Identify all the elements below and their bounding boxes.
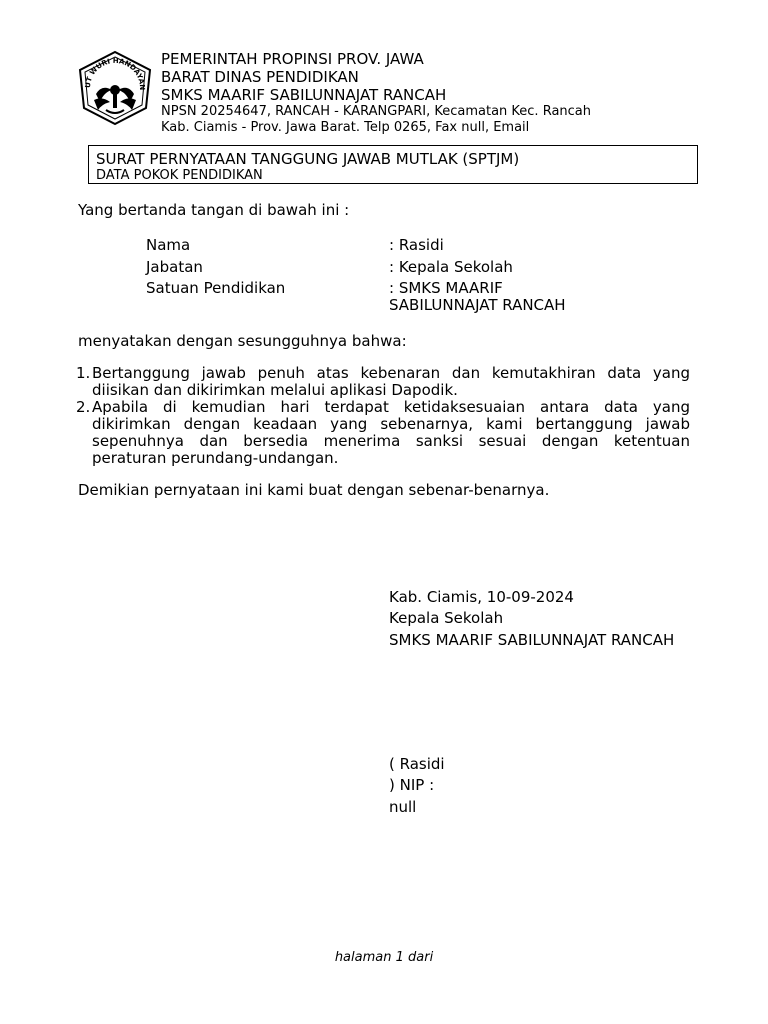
signature-school: SMKS MAARIF SABILUNNAJAT RANCAH xyxy=(389,631,675,649)
logo-motto: UT WURI HANDAYAN xyxy=(83,56,147,91)
document-subtitle: DATA POKOK PENDIDIKAN xyxy=(96,168,263,183)
letterhead-address-2: Kab. Ciamis - Prov. Jawa Barat. Telp 0265, Fax null, Email xyxy=(161,120,530,134)
page-footer: halaman 1 dari xyxy=(334,950,434,965)
field-value-nama: : Rasidi xyxy=(389,236,444,254)
list-item-number: 1. xyxy=(76,364,91,382)
field-value-satuan-2: SABILUNNAJAT RANCAH xyxy=(389,296,566,314)
signature-nip-label: ) NIP : xyxy=(389,776,435,794)
list-item xyxy=(76,365,690,399)
closing-text: Demikian pernyataan ini kami buat dengan sebenar-benarnya. xyxy=(78,481,550,499)
list-item-text: Bertanggung jawab penuh atas kebenaran dan kemutakhiran data yang diisikan dan dikirimkan melalui aplikasi Dapodik. xyxy=(92,364,690,399)
statement-list xyxy=(76,365,690,467)
field-value-satuan-1: : SMKS MAARIF xyxy=(389,279,503,297)
letterhead-line-2: BARAT DINAS PENDIDIKAN xyxy=(161,68,359,86)
letterhead-address-1: NPSN 20254647, RANCAH - KARANGPARI, Kecamatan Kec. Rancah xyxy=(161,104,591,119)
list-item-number: 2. xyxy=(76,398,91,416)
letterhead xyxy=(161,50,721,134)
letterhead-school-name: SMKS MAARIF SABILUNNAJAT RANCAH xyxy=(161,86,447,104)
field-label-nama: Nama xyxy=(146,236,191,254)
field-label-jabatan: Jabatan xyxy=(146,258,203,276)
tut-wuri-handayani-logo xyxy=(76,50,154,126)
document-title-box xyxy=(88,145,698,184)
list-item xyxy=(76,399,690,467)
document-title: SURAT PERNYATAAN TANGGUNG JAWAB MUTLAK (SPTJM) xyxy=(96,150,520,168)
field-label-satuan: Satuan Pendidikan xyxy=(146,279,286,297)
intro-text: Yang bertanda tangan di bawah ini : xyxy=(78,201,350,219)
signature-nip-value: null xyxy=(389,798,417,816)
letterhead-line-1: PEMERINTAH PROPINSI PROV. JAWA xyxy=(161,50,424,68)
field-value-jabatan: : Kepala Sekolah xyxy=(389,258,513,276)
statement-intro: menyatakan dengan sesungguhnya bahwa: xyxy=(78,332,407,350)
signature-name: ( Rasidi xyxy=(389,755,445,773)
list-item-text: Apabila di kemudian hari terdapat ketidaksesuaian antara data yang dikirimkan dengan keadaan yang sebenarnya, kami bertanggung jawab sepenuhnya dan bersedia menerima sanksi sesuai dengan ketentuan peraturan perundang-undangan. xyxy=(92,398,690,467)
signature-position: Kepala Sekolah xyxy=(389,609,504,627)
signature-place-date: Kab. Ciamis, 10-09-2024 xyxy=(389,588,574,606)
